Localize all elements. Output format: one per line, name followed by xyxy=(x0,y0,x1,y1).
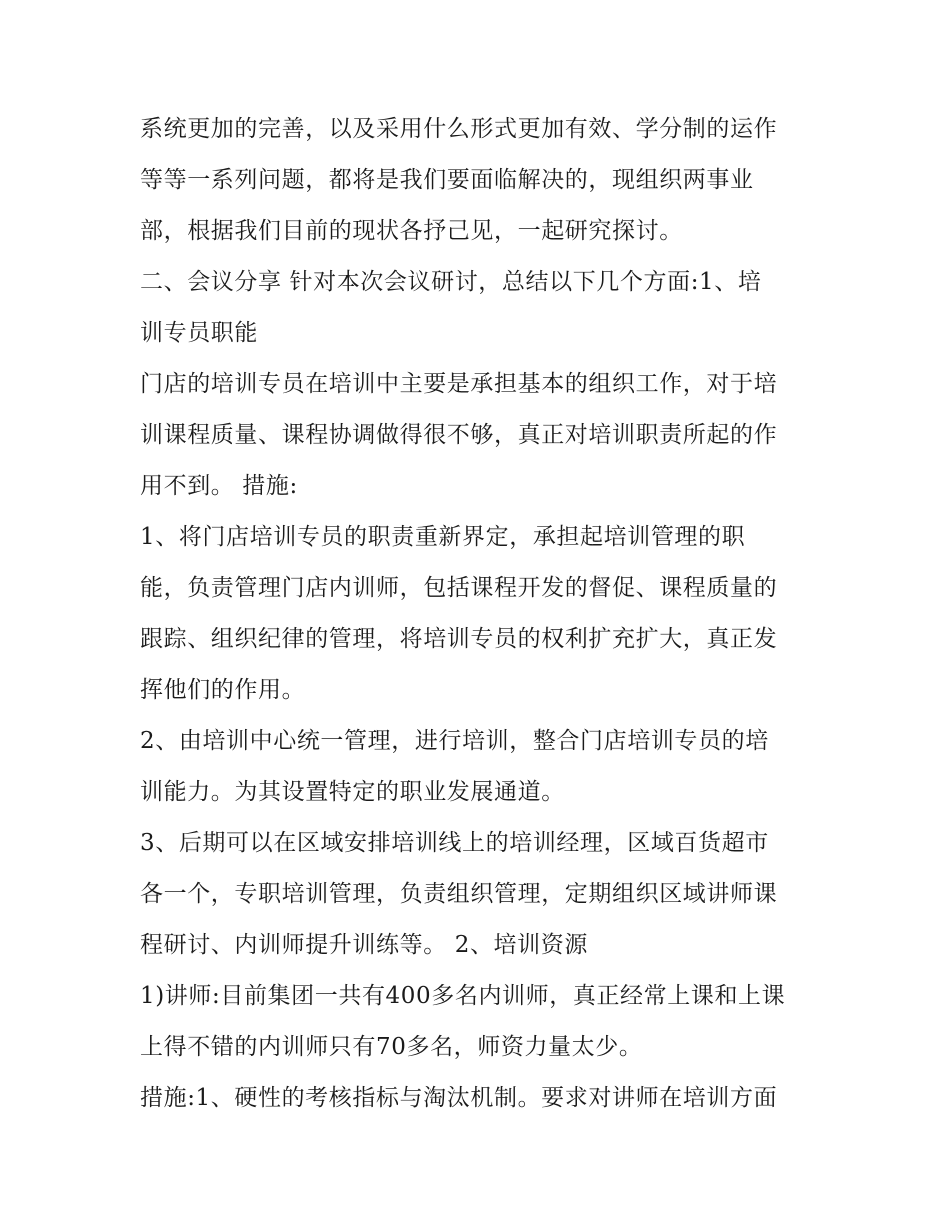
text-line: 系统更加的完善，以及采用什么形式更加有效、学分制的运作 xyxy=(140,116,778,142)
text-line: 跟踪、组织纪律的管理，将培训专员的权利扩充扩大，真正发 xyxy=(140,626,778,652)
text-line: 能，负责管理门店内训师，包括课程开发的督促、课程质量的 xyxy=(140,575,778,601)
list-item-line: 2、由培训中心统一管理，进行培训，整合门店培训专员的培 xyxy=(140,728,769,754)
text-line: 门店的培训专员在培训中主要是承担基本的组织工作，对于培 xyxy=(140,371,778,397)
text-line: 部，根据我们目前的现状各抒己见，一起研究探讨。 xyxy=(140,218,683,244)
text-line: 各一个，专职培训管理，负责组织管理，定期组织区域讲师课 xyxy=(140,881,778,907)
text-line: 措施:1、硬性的考核指标与淘汰机制。要求对讲师在培训方面 xyxy=(140,1085,778,1111)
text-line: 用不到。 措施: xyxy=(140,473,298,499)
list-item-line: 1)讲师:目前集团一共有400多名内训师，真正经常上课和上课 xyxy=(140,983,786,1009)
text-line: 训专员职能 xyxy=(140,320,258,346)
text-line: 程研讨、内训师提升训练等。 2、培训资源 xyxy=(140,932,588,958)
section-heading-line: 二、会议分享 针对本次会议研讨，总结以下几个方面:1、培 xyxy=(140,269,762,295)
text-line: 训课程质量、课程协调做得很不够，真正对培训职责所起的作 xyxy=(140,422,778,448)
text-line: 训能力。为其设置特定的职业发展通道。 xyxy=(140,779,565,805)
text-line: 上得不错的内训师只有70多名，师资力量太少。 xyxy=(140,1034,643,1060)
list-item-line: 3、后期可以在区域安排培训线上的培训经理，区域百货超市 xyxy=(140,830,769,856)
document-body xyxy=(140,104,820,1124)
text-line: 等等一系列问题，都将是我们要面临解决的，现组织两事业 xyxy=(140,167,754,193)
text-line: 挥他们的作用。 xyxy=(140,677,306,703)
list-item-line: 1、将门店培训专员的职责重新界定，承担起培训管理的职 xyxy=(140,524,746,550)
